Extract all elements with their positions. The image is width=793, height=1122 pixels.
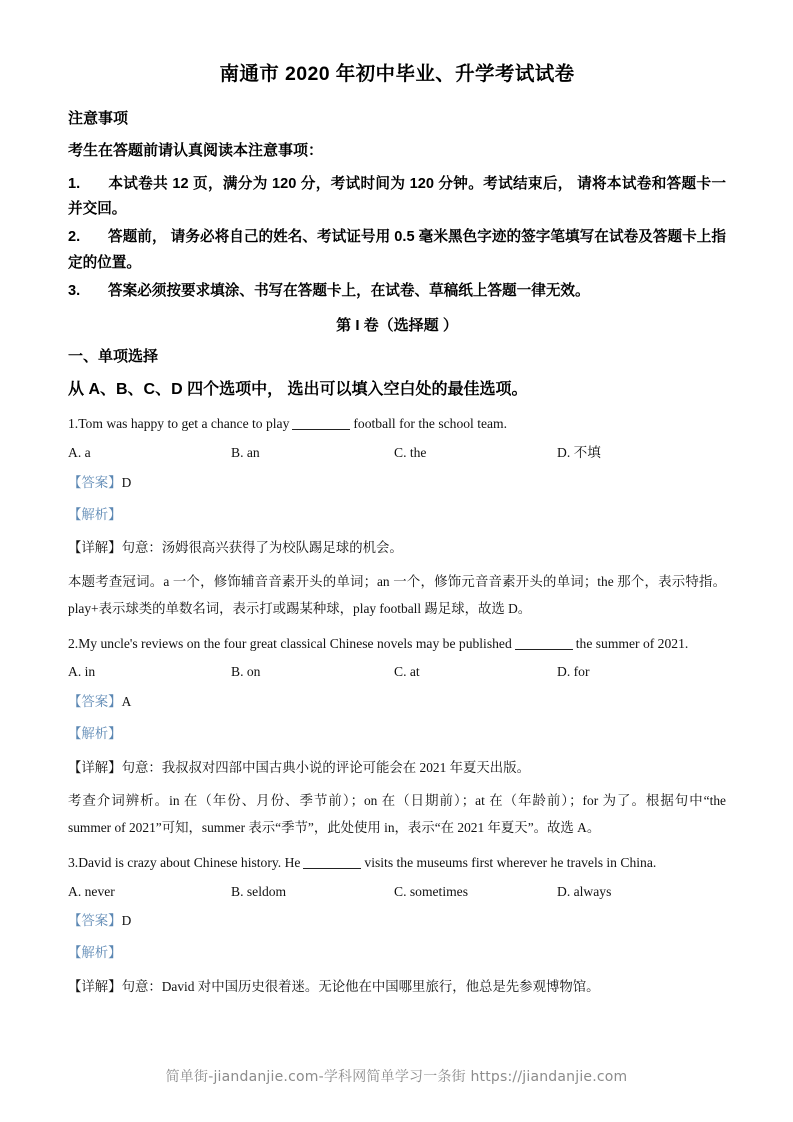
question-1-stem-after: football for the school team. [353,416,508,432]
analysis-label: 【解析】 [68,506,122,522]
question-3-detail-text: 句意：David 对中国历史很着迷。无论他在中国哪里旅行，他总是先参观博物馆。 [121,978,600,994]
question-2-blank [515,649,573,650]
question-3-options [68,881,726,903]
question-2-option-b[interactable]: B. on [231,664,261,680]
question-3-option-b[interactable]: B. seldom [231,883,287,899]
detail-label: 【详解】 [68,540,122,556]
notice-item-3-number: 3. [68,283,81,300]
question-2-answer-value: A [121,694,132,710]
question-1-analysis-label [68,504,726,526]
question-3-option-c[interactable]: C. sometimes [394,883,469,899]
detail-label: 【详解】 [68,759,122,775]
notice-item-2-number: 2. [68,229,81,246]
question-2-stem [68,633,726,655]
question-2-detail-continued: 考查介词辨析。in 在（年份、月份、季节前）；on 在（日期前）；at 在（年龄前）；for 为了。根据句中“the summer of 2021”可知，summer 表示“季节”，此处使用 in，表示“在 2021 年夏天”。故选 A。 [68,793,726,836]
question-1-options [68,442,726,464]
footer-watermark: 简单街-jiandanjie.com-学科网简单学习一条街 https://jiandanjie.com [165,1069,628,1085]
answer-label: 【答案】 [68,913,122,929]
question-1-option-d[interactable]: D. 不填 [557,445,601,461]
notice-item-1 [68,172,726,224]
question-1-stem [68,413,726,435]
question-2-options [68,661,726,683]
question-2-stem-after: the summer of 2021. [575,635,689,651]
analysis-label: 【解析】 [68,725,122,741]
detail-label: 【详解】 [68,978,122,994]
question-3-option-a[interactable]: A. never [68,883,115,899]
question-2-option-a[interactable]: A. in [68,664,96,680]
notice-item-3 [68,279,726,305]
question-2-stem-before: 2.My uncle's reviews on the four great classical Chinese novels may be published [68,635,512,651]
notice-item-3-text: 答案必须按要求填涂、书写在答题卡上，在试卷、草稿纸上答题一律无效。 [108,283,590,300]
question-1-option-b[interactable]: B. an [231,445,260,461]
question-3-stem [68,852,726,874]
question-3-answer-value: D [121,913,132,929]
section-instruction: 从 A、B、C、D 四个选项中， 选出可以填入空白处的最佳选项。 [68,381,528,399]
question-2-option-d[interactable]: D. for [557,664,590,680]
question-3-answer [68,910,726,932]
document-content [68,60,726,1008]
volume-heading: 第 I 卷（选择题 ） [336,317,458,335]
question-1-option-c[interactable]: C. the [394,445,427,461]
notice-heading: 注意事项 [68,110,129,128]
notice-item-2-text: 答题前， 请务必将自己的姓名、考试证号用 0.5 毫米黑色字迹的签字笔填写在试卷及答题卡上指定的位置。 [68,229,726,272]
question-2-analysis-label [68,723,726,745]
notice-item-1-number: 1. [68,175,81,192]
question-1-option-a[interactable]: A. a [68,445,91,461]
question-2-answer [68,691,726,713]
question-3-option-d[interactable]: D. always [557,883,612,899]
question-3-stem-after: visits the museums first wherever he travels in China. [364,854,657,870]
question-2-detail [68,757,726,779]
analysis-label: 【解析】 [68,945,122,961]
question-1-answer-value: D [121,474,132,490]
question-3-analysis-label [68,942,726,964]
question-1-blank [292,429,350,430]
question-1-detail-text: 句意：汤姆很高兴获得了为校队踢足球的机会。 [121,540,403,556]
question-2-detail-text: 句意：我叔叔对四部中国古典小说的评论可能会在 2021 年夏天出版。 [121,759,530,775]
question-1-answer [68,472,726,494]
question-1-detail [68,537,726,559]
answer-label: 【答案】 [68,474,122,490]
notice-item-1-text: 本试卷共 12 页，满分为 120 分，考试时间为 120 分钟。考试结束后， 请将本试卷和答题卡一并交回。 [68,175,726,218]
question-2-option-c[interactable]: C. at [394,664,420,680]
question-3-detail [68,976,726,998]
page-title: 南通市 2020 年初中毕业、升学考试试卷 [219,63,575,85]
notice-subheading: 考生在答题前请认真阅读本注意事项： [68,141,324,159]
question-3-stem-before: 3.David is crazy about Chinese history. He [68,854,301,870]
question-1-detail-continued: 本题考查冠词。a 一个，修饰辅音音素开头的单词；an 一个，修饰元音音素开头的单词；the 那个，表示特指。play+表示球类的单数名词，表示打或踢某种球，play football 踢足球，故选 D。 [68,574,726,616]
section-heading-multiple-choice: 一、单项选择 [68,348,159,366]
question-1-stem-before: 1.Tom was happy to get a chance to play [68,416,290,432]
question-3-blank [303,868,361,869]
answer-label: 【答案】 [68,694,122,710]
notice-item-2 [68,225,726,277]
